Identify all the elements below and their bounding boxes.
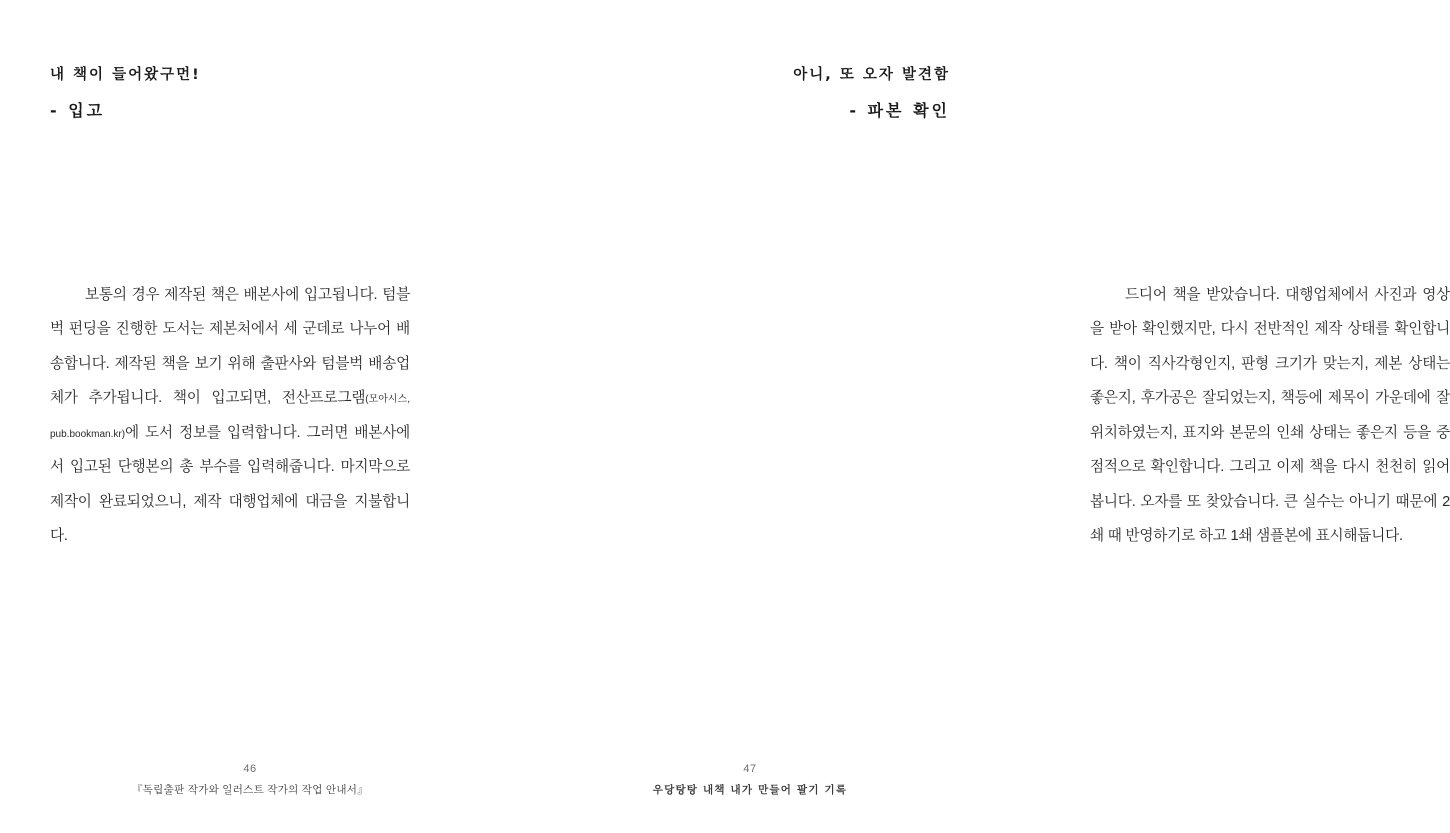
left-page — [0, 0, 500, 833]
left-running-head-line2: - 입고 — [50, 100, 106, 120]
right-running-head-line1: 아니, 또 오자 발견함 — [793, 67, 950, 83]
right-page-number: 47 — [743, 763, 757, 775]
left-footer-title: 『독립출판 작가와 일러스트 작가의 작업 안내서』 — [131, 784, 369, 796]
left-body-inline-note-korean: (모아시스, — [365, 394, 410, 406]
left-body-inline-note-latin: pub.bookman.kr) — [50, 428, 126, 440]
right-running-head — [793, 62, 950, 125]
left-body-text — [50, 278, 410, 554]
right-running-head-line2: - 파본 확인 — [849, 100, 950, 120]
right-body-paragraph: 드디어 책을 받았습니다. 대행업체에서 사진과 영상을 받아 확인했지만, 다시 전반적인 제작 상태를 확인합니다. 책이 직사각형인지, 판형 크기가 맞는지, 제본 상태는 좋은지, 후가공은 잘되었는지, 책등에 제목이 가운데에 잘 위치하였는지, 표지와 본문의 인쇄 상태는 좋은지 등을 중점적으로 확인합니다. 그리고 이제 책을 다시 천천히 읽어봅니다. 오자를 또 찾았습니다. 큰 실수는 아니기 때문에 2쇄 때 반영하기로 하고 1쇄 샘플본에 표시해둡니다. — [1090, 287, 1450, 545]
left-running-head — [50, 62, 201, 125]
left-body-part1: 보통의 경우 제작된 책은 배본사에 입고됩니다. 텀블벅 펀딩을 진행한 도서는 제본처에서 세 군데로 나누어 배송합니다. 제작된 책을 보기 위해 출판사와 텀블벅 배송업체가 추가됩니다. 책이 입고되면, 전산프로그램 — [50, 287, 410, 407]
right-page — [500, 0, 1450, 833]
right-body-text — [1090, 278, 1450, 554]
left-page-number: 46 — [243, 763, 257, 775]
left-running-head-line1: 내 책이 들어왔구먼! — [50, 67, 201, 83]
left-body-part2: 에 도서 정보를 입력합니다. 그러면 배본사에서 입고된 단행본의 총 부수를 입력해줍니다. 마지막으로 제작이 완료되었으니, 제작 대행업체에 대금을 지불합니다. — [50, 424, 410, 545]
right-footer-title: 우당탕탕 내책 내가 만들어 팔기 기록 — [652, 784, 848, 796]
